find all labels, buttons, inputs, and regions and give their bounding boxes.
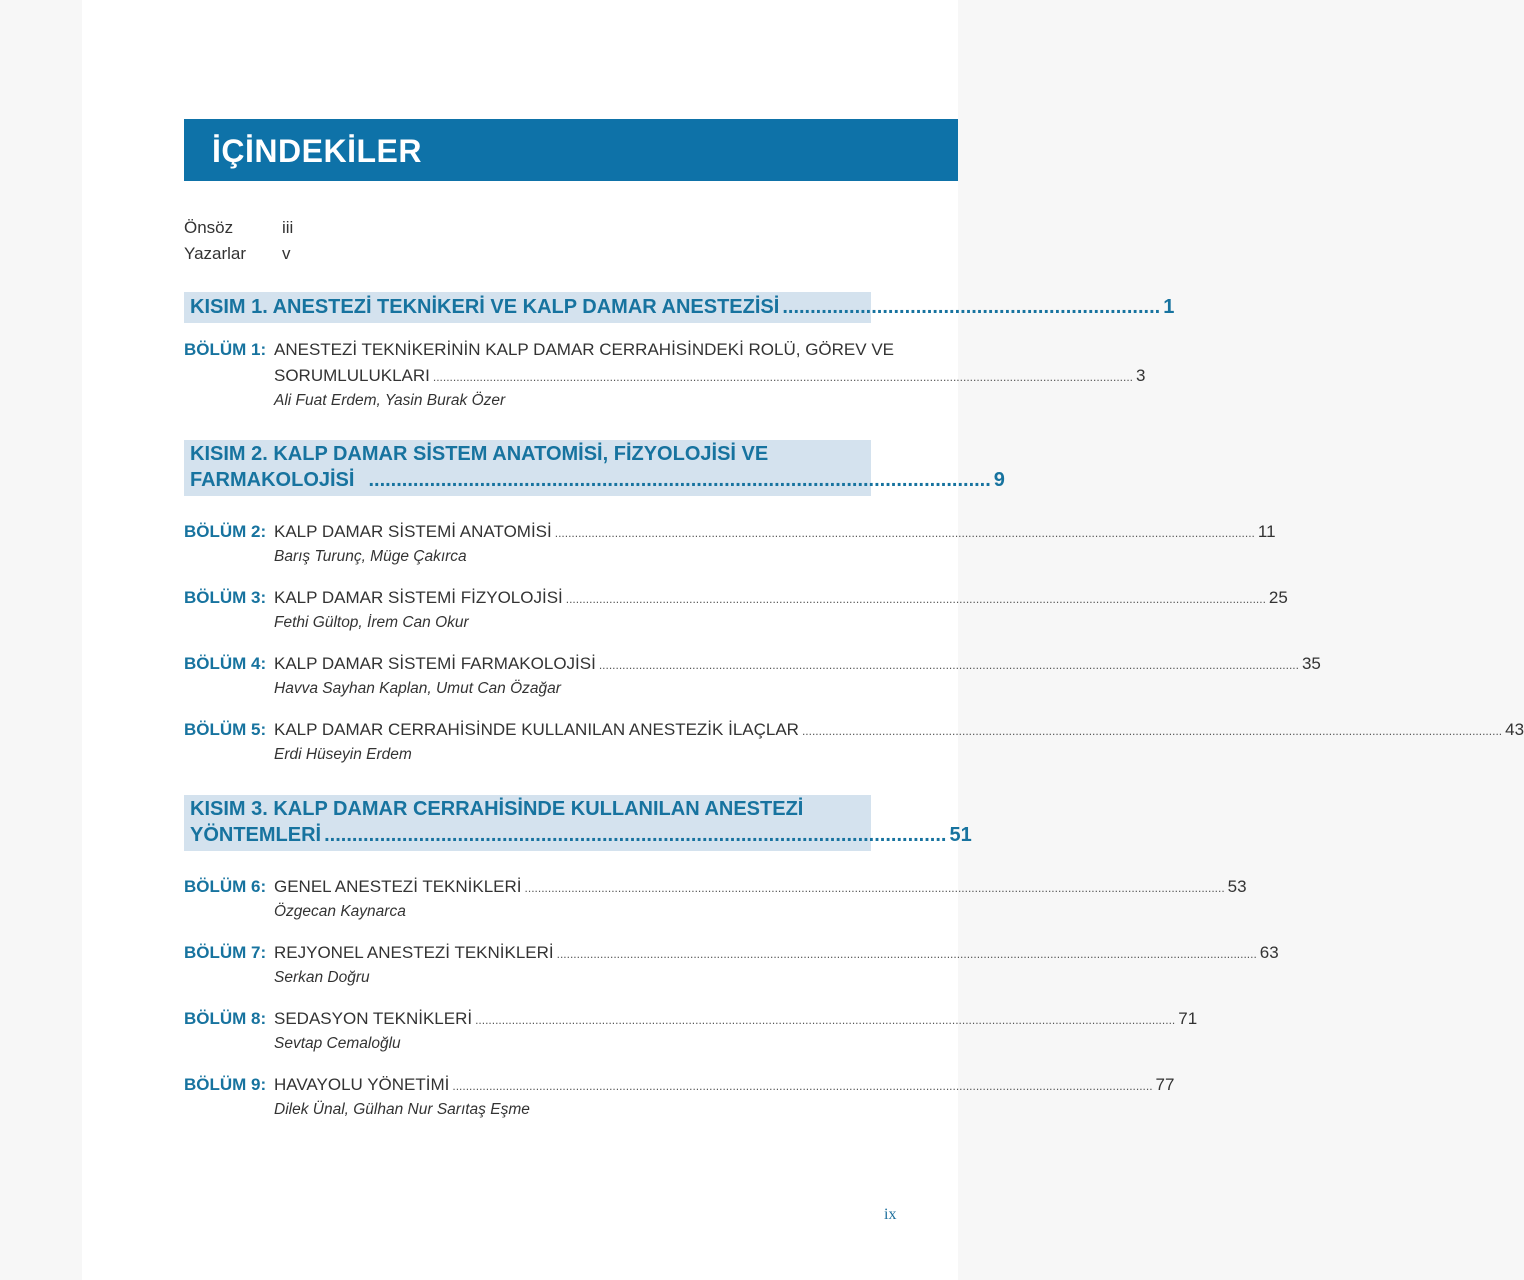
leader-dots: .................................................................................................................................................................................................................. [452,1079,1153,1093]
chapter-authors: Sevtap Cemaloğlu [274,1035,401,1052]
part-title: KISIM 2. KALP DAMAR SİSTEM ANATOMİSİ, FİZYOLOJİSİ VE [190,443,769,465]
chapter-title: GENEL ANESTEZİ TEKNİKLERİ [274,877,522,896]
part-title-cont: YÖNTEMLERİ [190,824,322,846]
chapter-page: 43 [1505,720,1524,739]
chapter-entry-9[interactable] [184,1075,1175,1123]
chapter-entry-7[interactable] [184,943,1279,991]
chapter-title: ANESTEZİ TEKNİKERİNİN KALP DAMAR CERRAHİSİNDEKİ ROLÜ, GÖREV VE [274,340,895,359]
chapter-authors: Dilek Ünal, Gülhan Nur Sarıtaş Eşme [274,1101,530,1118]
chapter-title: REJYONEL ANESTEZİ TEKNİKLERİ [274,943,554,962]
front-matter-label: Yazarlar [184,244,247,263]
chapter-page: 63 [1259,943,1279,962]
chapter-title-cont: SORUMLULUKLARI [274,366,430,385]
part-page: 9 [993,469,1005,491]
leader-dots: .................................................................................................................................................................................................................. [524,881,1225,895]
chapter-page: 25 [1268,588,1288,607]
chapter-label: BÖLÜM 6: [184,877,267,896]
leader-dots: .................................................................................................................................................................................................................. [801,724,1503,738]
chapter-entry-3[interactable] [184,588,1288,636]
chapter-entry-8[interactable] [184,1009,1198,1057]
page-number: ix [884,1206,897,1223]
leader-dots: .................................................................................................................................................................................................................. [554,526,1255,540]
part-page: 1 [1163,296,1175,318]
toc-title-band [184,119,958,181]
chapter-page: 77 [1155,1075,1175,1094]
chapter-title: SEDASYON TEKNİKLERİ [274,1009,473,1028]
chapter-page: 11 [1257,522,1276,541]
chapter-page: 53 [1227,877,1247,896]
leader-dots: .................................................................................................................................................................................................................. [432,370,1134,384]
chapter-entry-2[interactable] [184,522,1276,570]
chapter-entry-4[interactable] [184,654,1321,702]
chapter-page: 35 [1301,654,1321,673]
chapter-label: BÖLÜM 2: [184,522,267,541]
chapter-label: BÖLÜM 1: [184,340,267,359]
leader-dots: ................................................................................................................ [324,824,947,846]
chapter-title: KALP DAMAR CERRAHİSİNDE KULLANILAN ANESTEZİK İLAÇLAR [274,720,799,739]
chapter-title: HAVAYOLU YÖNETİMİ [274,1075,450,1094]
leader-dots: .................................................................... [782,296,1161,318]
chapter-authors: Barış Turunç, Müge Çakırca [274,548,467,565]
chapter-page: 71 [1178,1009,1198,1028]
chapter-page: 3 [1136,366,1146,385]
chapter-label: BÖLÜM 8: [184,1009,267,1028]
chapter-entry-1[interactable] [184,340,1146,415]
chapter-entry-6[interactable] [184,877,1247,925]
leader-dots: .................................................................................................................................................................................................................. [556,947,1257,961]
leader-dots: .................................................................................................................................................................................................................. [565,592,1266,606]
chapter-title: KALP DAMAR SİSTEMİ FİZYOLOJİSİ [274,588,563,607]
front-matter-page: iii [282,218,294,237]
toc-title: İÇİNDEKİLER [212,133,422,169]
leader-dots: ................................................................................................................ [368,469,991,491]
chapter-title: KALP DAMAR SİSTEMİ ANATOMİSİ [274,522,552,541]
chapter-authors: Özgecan Kaynarca [274,903,406,920]
chapter-label: BÖLÜM 9: [184,1075,267,1094]
part-page: 51 [949,824,972,846]
part-heading-1[interactable] [184,292,1175,323]
front-matter-label: Önsöz [184,218,234,237]
chapter-authors: Serkan Doğru [274,969,370,986]
chapter-authors: Fethi Gültop, İrem Can Okur [274,614,469,631]
chapter-entry-5[interactable] [184,720,1524,768]
chapter-label: BÖLÜM 4: [184,654,267,673]
part-heading-3[interactable] [184,795,972,851]
part-title: KISIM 1. ANESTEZİ TEKNİKERİ VE KALP DAMAR ANESTEZİSİ [190,296,780,318]
front-matter-page: v [282,244,291,263]
part-title-cont: FARMAKOLOJİSİ [190,469,355,491]
leader-dots: .................................................................................................................................................................................................................. [598,658,1299,672]
chapter-authors: Havva Sayhan Kaplan, Umut Can Özağar [274,680,561,697]
leader-dots: .................................................................................................................................................................................................................. [475,1013,1176,1027]
chapter-label: BÖLÜM 3: [184,588,267,607]
part-title: KISIM 3. KALP DAMAR CERRAHİSİNDE KULLANILAN ANESTEZİ [190,798,804,820]
chapter-label: BÖLÜM 5: [184,720,267,739]
chapter-title: KALP DAMAR SİSTEMİ FARMAKOLOJİSİ [274,654,596,673]
part-heading-2[interactable] [184,440,1005,496]
chapter-authors: Ali Fuat Erdem, Yasin Burak Özer [274,392,506,409]
chapter-label: BÖLÜM 7: [184,943,267,962]
chapter-authors: Erdi Hüseyin Erdem [274,746,412,763]
